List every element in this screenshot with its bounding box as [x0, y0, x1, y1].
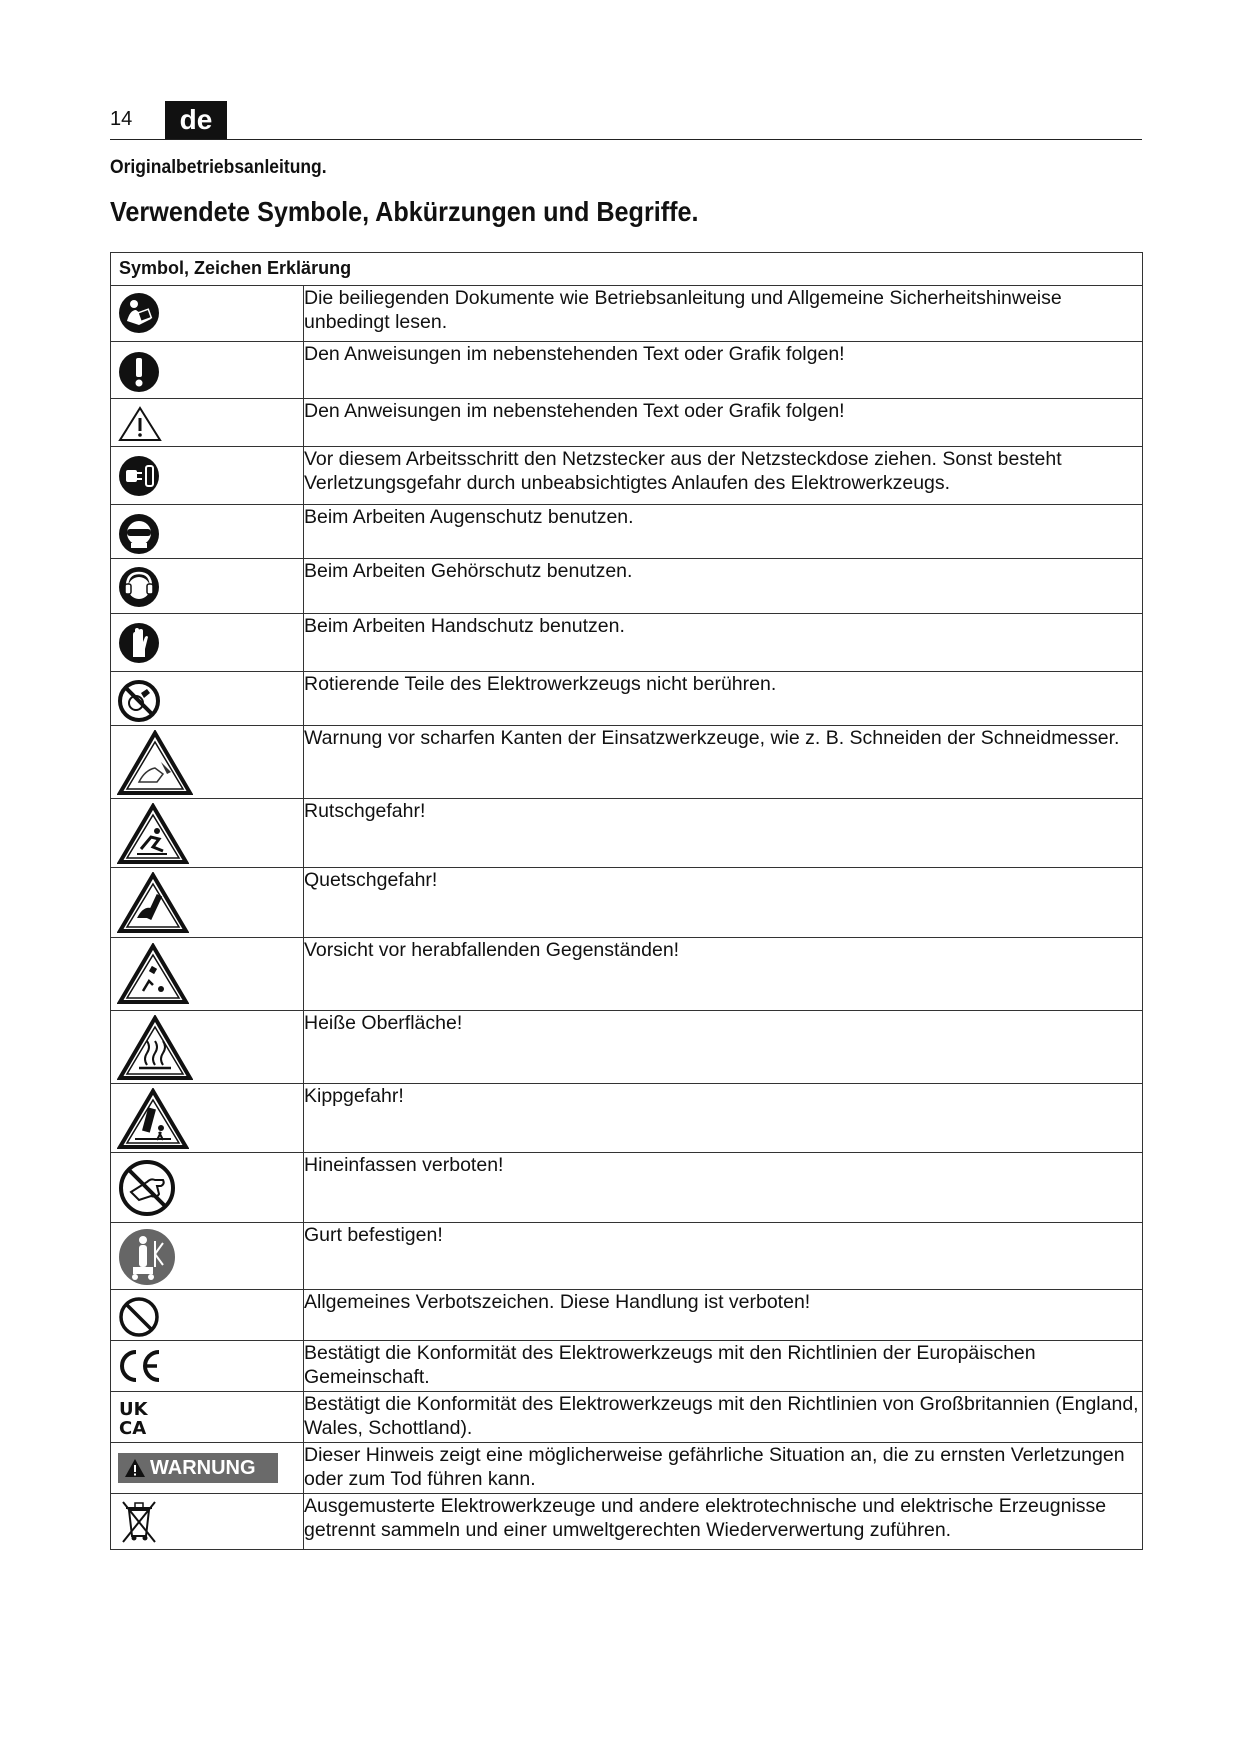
- description-cell: Dieser Hinweis zeigt eine möglicherweise gefährliche Situation an, die zu ernsten Verletzungen oder zum Tod führen kann.: [304, 1443, 1143, 1494]
- description-cell: Bestätigt die Konformität des Elektrowerkzeugs mit den Richtlinien von Großbritannien (England, Wales, Schottland).: [304, 1392, 1143, 1443]
- description-cell: Hineinfassen verboten!: [304, 1153, 1143, 1223]
- table-row: [111, 447, 1143, 505]
- ear-protection-icon: [117, 565, 161, 609]
- svg-text:UK: UK: [119, 1399, 148, 1420]
- description-cell: Rutschgefahr!: [304, 799, 1143, 868]
- table-header: Symbol, Zeichen Erklärung: [111, 253, 1143, 286]
- description-cell: Bestätigt die Konformität des Elektrowerkzeugs mit den Richtlinien der Europäischen Gemeinschaft.: [304, 1341, 1143, 1392]
- tipping-hazard-icon: [117, 1088, 189, 1150]
- fasten-belt-icon: [117, 1227, 177, 1287]
- symbol-cell: [111, 614, 304, 672]
- warning-label-text: WARNUNG: [150, 1457, 256, 1479]
- table-row: [111, 1084, 1143, 1153]
- warning-triangle-icon: [117, 405, 163, 443]
- symbols-table: [110, 252, 1143, 1550]
- symbol-cell: [111, 726, 304, 799]
- slip-hazard-icon: [117, 803, 189, 865]
- table-row: [111, 342, 1143, 399]
- description-cell: Den Anweisungen im nebenstehenden Text oder Grafik folgen!: [304, 342, 1143, 399]
- table-row: [111, 399, 1143, 447]
- symbol-cell: [111, 1084, 304, 1153]
- symbol-cell: [111, 672, 304, 726]
- table-row: [111, 1392, 1143, 1443]
- table-row: [111, 672, 1143, 726]
- symbol-cell: [111, 1341, 304, 1392]
- symbol-cell: [111, 559, 304, 614]
- document-label: Originalbetriebsanleitung.: [110, 157, 327, 178]
- page-number: 14: [110, 108, 133, 130]
- falling-objects-icon: [117, 943, 189, 1005]
- symbol-cell: [111, 1011, 304, 1084]
- unplug-icon: [117, 454, 161, 498]
- prohibition-icon: [117, 1295, 161, 1339]
- table-row: [111, 614, 1143, 672]
- symbol-cell: [111, 1290, 304, 1341]
- description-cell: Beim Arbeiten Handschutz benutzen.: [304, 614, 1143, 672]
- table-row: [111, 559, 1143, 614]
- table-row: [111, 1494, 1143, 1550]
- ce-mark-icon: [117, 1346, 163, 1386]
- table-row: [111, 286, 1143, 342]
- table-row: [111, 1443, 1143, 1494]
- description-cell: Beim Arbeiten Gehörschutz benutzen.: [304, 559, 1143, 614]
- symbol-cell: [111, 447, 304, 505]
- table-row: [111, 1223, 1143, 1290]
- description-cell: Heiße Oberfläche!: [304, 1011, 1143, 1084]
- table-row: [111, 726, 1143, 799]
- table-row: [111, 1341, 1143, 1392]
- read-manual-icon: [117, 291, 161, 335]
- symbol-cell: [111, 399, 304, 447]
- table-row: [111, 1011, 1143, 1084]
- hand-protection-icon: [117, 621, 161, 665]
- description-cell: Quetschgefahr!: [304, 868, 1143, 938]
- description-cell: Allgemeines Verbotszeichen. Diese Handlung ist verboten!: [304, 1290, 1143, 1341]
- symbol-cell: [111, 505, 304, 559]
- warning-triangle-icon: [124, 1458, 146, 1478]
- table-row: [111, 938, 1143, 1011]
- table-header-row: [111, 253, 1143, 286]
- do-not-touch-rotating-icon: [117, 679, 161, 723]
- description-cell: Kippgefahr!: [304, 1084, 1143, 1153]
- symbol-cell: [111, 1223, 304, 1290]
- symbol-cell: [111, 868, 304, 938]
- description-cell: Rotierende Teile des Elektrowerkzeugs nicht berühren.: [304, 672, 1143, 726]
- page-header: [110, 101, 1142, 140]
- ukca-mark-icon: [117, 1396, 157, 1438]
- hot-surface-icon: [117, 1015, 193, 1081]
- description-cell: Vor diesem Arbeitsschritt den Netzstecker aus der Netzsteckdose ziehen. Sonst besteht Verletzungsgefahr durch unbeabsichtigtes Anlaufen des Elektrowerkzeugs.: [304, 447, 1143, 505]
- table-row: [111, 1153, 1143, 1223]
- description-cell: Ausgemusterte Elektrowerkzeuge und andere elektrotechnische und elektrische Erzeugnisse getrennt sammeln und einer umweltgerechten Wiederverwertung zuführen.: [304, 1494, 1143, 1550]
- symbol-cell: [111, 342, 304, 399]
- description-cell: Gurt befestigen!: [304, 1223, 1143, 1290]
- section-title: Verwendete Symbole, Abkürzungen und Begriffe.: [110, 196, 699, 227]
- table-row: [111, 868, 1143, 938]
- symbol-cell: [111, 799, 304, 868]
- language-badge: de: [165, 101, 227, 139]
- symbol-cell: [111, 1443, 304, 1494]
- symbol-cell: [111, 286, 304, 342]
- exclamation-circle-icon: [117, 350, 161, 394]
- svg-text:CA: CA: [119, 1418, 147, 1438]
- table-row: [111, 1290, 1143, 1341]
- symbol-cell: [111, 1392, 304, 1443]
- description-cell: Die beiliegenden Dokumente wie Betriebsanleitung und Allgemeine Sicherheitshinweise unbedingt lesen.: [304, 286, 1143, 342]
- crossed-bin-icon: [117, 1498, 161, 1544]
- table-row: [111, 505, 1143, 559]
- description-cell: Den Anweisungen im nebenstehenden Text oder Grafik folgen!: [304, 399, 1143, 447]
- description-cell: Warnung vor scharfen Kanten der Einsatzwerkzeuge, wie z. B. Schneiden der Schneidmesser.: [304, 726, 1143, 799]
- warning-label-icon: [118, 1453, 278, 1483]
- symbol-cell: [111, 1153, 304, 1223]
- table-row: [111, 799, 1143, 868]
- eye-protection-icon: [117, 512, 161, 556]
- crush-hazard-icon: [117, 872, 189, 934]
- no-reaching-in-icon: [117, 1158, 177, 1218]
- description-cell: Vorsicht vor herabfallenden Gegenständen!: [304, 938, 1143, 1011]
- description-cell: Beim Arbeiten Augenschutz benutzen.: [304, 505, 1143, 559]
- symbol-cell: [111, 1494, 304, 1550]
- sharp-edges-warning-icon: [117, 730, 193, 796]
- symbol-cell: [111, 938, 304, 1011]
